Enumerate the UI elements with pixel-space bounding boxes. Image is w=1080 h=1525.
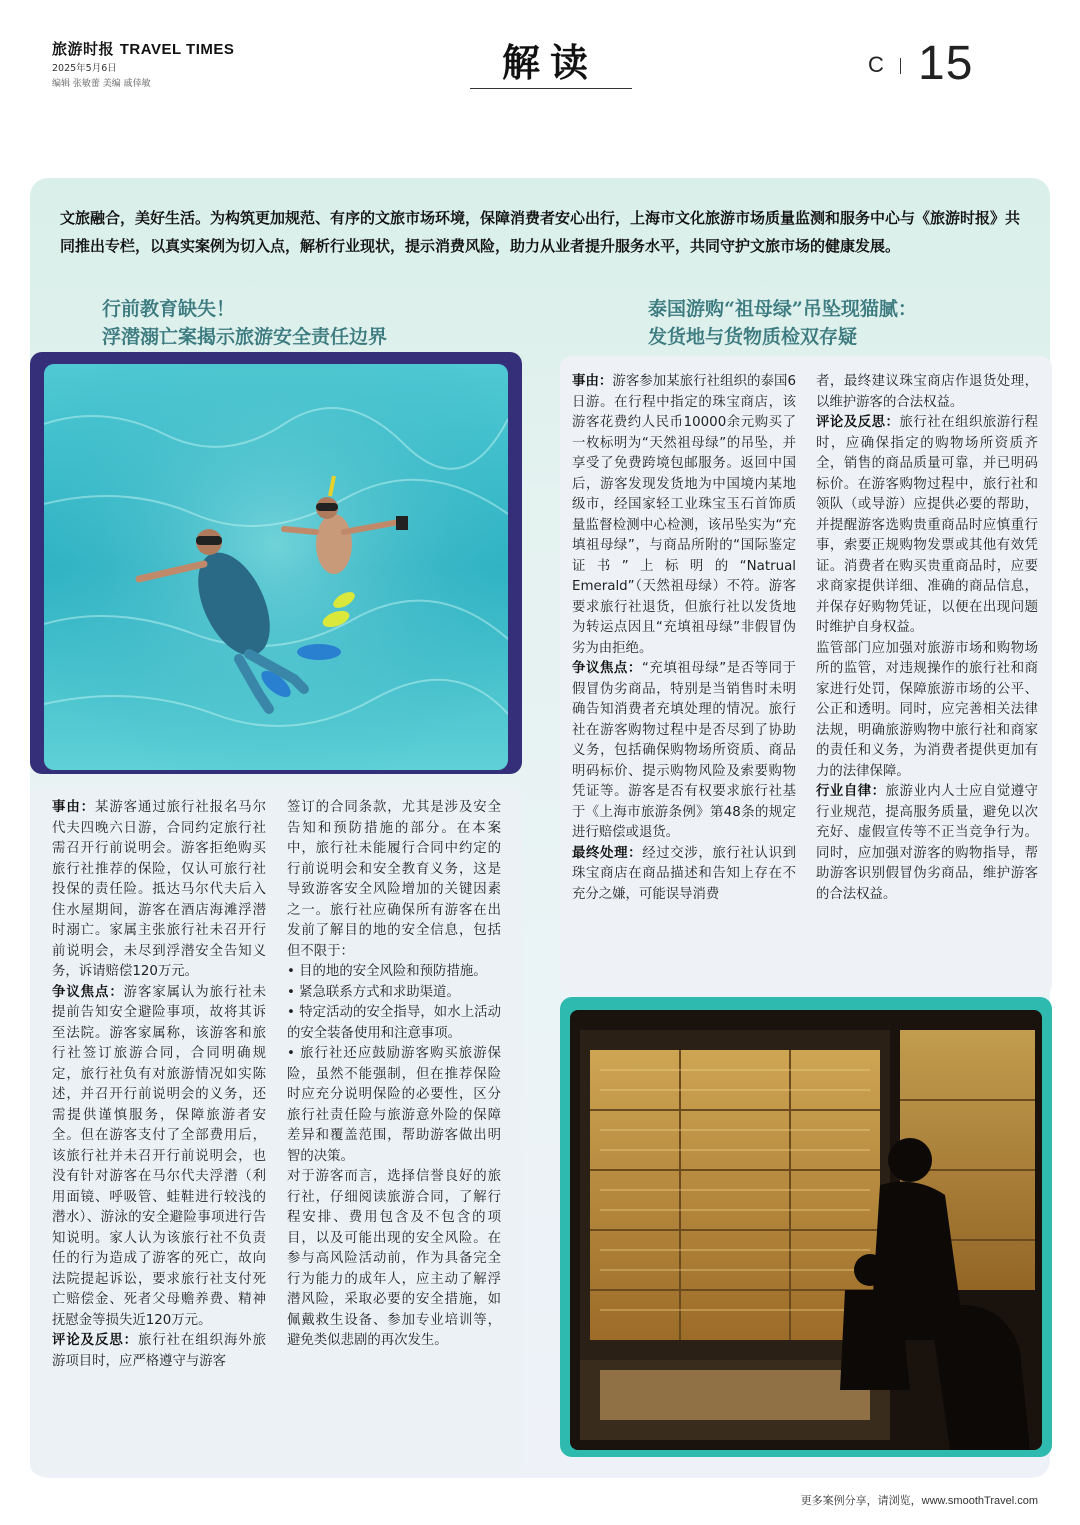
right-p-review: 评论及反思：旅行社在组织旅游行程时，应确保指定的购物场所资质齐全，销售的商品质量可靠，并已明码标价。在游客购物过程中，旅行社和领队（或导游）应提供必要的帮助，并提醒游客选购贵重商品时应慎重行事，索要正规购物发票或其他有效凭证。消费者在购买贵重商品时，应要求商家提供详细、准确的商品信息，并保存好购物凭证，以便在出现问题时维护自身权益。	[816, 415, 1039, 635]
jewellery-shop-photo	[570, 1010, 1042, 1450]
bullet-item: • 紧急联系方式和求助渠道。	[287, 984, 460, 1000]
page-letter: C	[868, 52, 884, 77]
footer-text: 更多案例分享，请浏览，	[800, 1494, 922, 1507]
page-divider	[900, 58, 901, 74]
right-headline-line2: 发货地与货物质检双存疑	[648, 326, 858, 348]
bullet-item: • 目的地的安全风险和预防措施。	[287, 964, 487, 979]
left-article-col1	[52, 798, 266, 1372]
left-headline-line1: 行前教育缺失！	[102, 298, 236, 320]
right-headline	[648, 295, 1048, 351]
left-headline	[102, 295, 522, 351]
footer-url[interactable]: www.smoothTravel.com	[921, 1495, 1038, 1507]
page-number: 15	[918, 37, 974, 90]
left-headline-line2: 浮潜溺亡案揭示旅游安全责任边界	[102, 326, 388, 348]
masthead-en: TRAVEL TIMES	[119, 41, 235, 58]
left-p-contract: 签订的合同条款，尤其是涉及安全告知和预防措施的部分。在本案中，旅行社未能履行合同中约定的行前说明会和安全教育义务，这是导致游客安全风险增加的关键因素之一。旅行社应确保所有游客在出发前了解目的地的安全信息，包括但不限于：	[287, 800, 501, 959]
issue-date: 2025年5月6日	[52, 63, 117, 74]
snorkel-illustration	[44, 364, 508, 770]
section-rule	[470, 88, 632, 89]
left-p-dispute: 争议焦点：游客家属认为旅行社未提前告知安全避险事项，故将其诉至法院。游客家属称，该游客和旅行社签订旅游合同，合同明确规定，旅行社负有对旅游情况如实陈述，并召开行前说明会的义务，还需提供谨慎服务，保障旅游者安全。但在游客支付了全部费用后，该旅行社并未召开行前说明会，也没有针对游客在马尔代夫浮潜（利用面镜、呼吸管、蛙鞋进行较浅的潜水）、游泳的安全避险事项进行告知说明。家人认为该旅行社不负责任的行为造成了游客的死亡，故向法院提起诉讼，要求旅行社支付死亡赔偿金、死者父母赡养费、精神抚慰金等损失近120万元。	[52, 984, 267, 1328]
bullet-item: • 旅行社还应鼓励游客购买旅游保险，虽然不能强制，但在推荐保险时应充分说明保险的必要性，区分旅行社责任险与旅游意外险的保障差异和覆盖范围，帮助游客做出明智的决策。	[287, 1046, 501, 1164]
right-p-reason: 事由：游客参加某旅行社组织的泰国6日游。在行程中指定的珠宝商店，该游客花费约人民币10000余元购买了一枚标明为“天然祖母绿”的吊坠，并享受了免费跨境包邮服务。返回中国后，游客发现发货地为中国境内某地级市，经国家轻工业珠宝玉石首饰质量监督检测中心检测，该吊坠实为“充填祖母绿”，与商品所附的“国际鉴定证书”上标明的“Natrual Emerald”（天然祖母绿）不符。游客要求旅行社退货，但旅行社以发货地为转运点因且“充填祖母绿”非假冒伪劣为由拒绝。	[572, 374, 796, 656]
right-p-cont: 者，最终建议珠宝商店作退货处理，以维护游客的合法权益。	[816, 374, 1038, 410]
editors-line: 编辑 张敏蕾 美编 戚倖敏	[52, 79, 151, 89]
right-p-dispute: 争议焦点：“充填祖母绿”是否等同于假冒伪劣商品，特别是当销售时未明确告知消费者充填处理的情况。旅行社在游客购物过程中是否尽到了协助义务，包括确保购物场所资质、商品明码标价、提示购物风险及索要购物凭证等。游客是否有权要求旅行社基于《上海市旅游条例》第48条的规定进行赔偿或退货。	[572, 661, 797, 840]
bullet-item: • 特定活动的安全指导，如水上活动的安全装备使用和注意事项。	[287, 1005, 501, 1041]
masthead-cn: 旅游时报	[52, 40, 115, 58]
right-p-industry: 行业自律：旅游业内人士应自觉遵守行业规范，提高服务质量，避免以次充好、虚假宣传等不正当竞争行为。同时，应加强对游客的购物指导，帮助游客识别假冒伪劣商品，维护游客的合法权益。	[816, 784, 1039, 902]
right-article-col1	[572, 372, 796, 905]
left-p-advice: 对于游客而言，选择信誉良好的旅行社，仔细阅读旅游合同，了解行程安排、费用包含及不包含的项目，以及可能出现的安全风险。在参与高风险活动前，作为具备完全行为能力的成年人，应主动了解浮潜风险，采取必要的安全措施，如佩戴救生设备、参加专业培训等，避免类似悲剧的再次发生。	[287, 1169, 501, 1348]
right-p-final: 最终处理：经过交涉，旅行社认识到珠宝商店在商品描述和告知上存在不充分之嫌，可能误导消费	[572, 845, 796, 902]
column-intro: 文旅融合，美好生活。为构筑更加规范、有序的文旅市场环境，保障消费者安心出行，上海市文化旅游市场质量监测和服务中心与《旅游时报》共同推出专栏，以真实案例为切入点，解析行业现状，提示消费风险，助力从业者提升服务水平，共同守护文旅市场的健康发展。	[60, 209, 1021, 255]
right-p-regulator: 监管部门应加强对旅游市场和购物场所的监管，对违规操作的旅行社和商家进行处罚，保障旅游市场的公平、公正和透明。同时，应完善相关法律法规，明确旅游购物中旅行社和商家的责任和义务，为消费者提供更加有力的法律保障。	[816, 640, 1038, 779]
jewellery-illustration	[570, 1010, 1042, 1450]
section-title: 解读	[501, 41, 598, 85]
left-p-review: 评论及反思：旅行社在组织海外旅游项目时，应严格遵守与游客	[52, 1333, 267, 1369]
snorkel-photo	[44, 364, 508, 770]
masthead	[52, 38, 234, 59]
right-article-col2	[816, 372, 1038, 905]
footer-note	[801, 1492, 1038, 1508]
right-headline-line1: 泰国游购“祖母绿”吊坠现猫腻：	[648, 298, 917, 320]
left-article-col2	[287, 798, 501, 1352]
left-p-reason: 事由：某游客通过旅行社报名马尔代夫四晚六日游，合同约定旅行社需召开行前说明会。游客拒绝购买旅行社推荐的保险，仅认可旅行社投保的责任险。抵达马尔代夫后入住水屋期间，游客在酒店海滩浮潜时溺亡。家属主张旅行社未召开行前说明会，未尽到浮潜安全告知义务，诉请赔偿120万元。	[52, 800, 267, 979]
